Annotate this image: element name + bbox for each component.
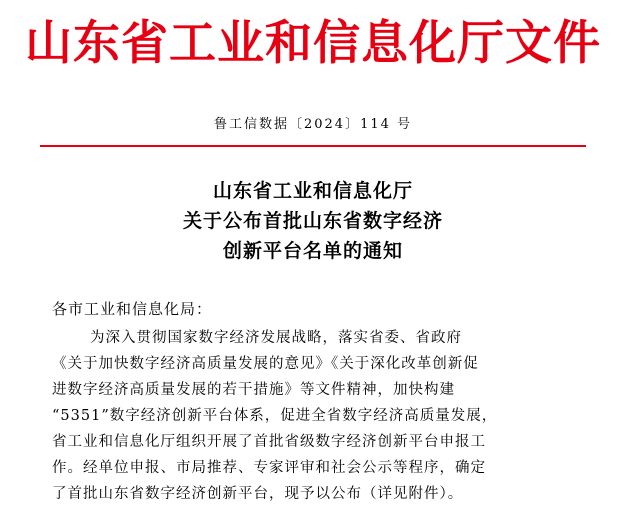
salutation: 各市工业和信息化局： — [52, 300, 213, 318]
notice-title-line-3: 创新平台名单的通知 — [222, 240, 403, 262]
body-line: 为深入贯彻国家数字经济发展战略，落实省委、省政府 — [90, 330, 462, 346]
body-line: 作。经单位申报、市局推荐、专家评审和社会公示等程序，确定 — [52, 460, 486, 476]
body-line: 了首批山东省数字经济创新平台，现予以公布（详见附件）。 — [52, 486, 464, 502]
body-line: 进数字经济高质量发展的若干措施》等文件精神，加快构建 — [52, 382, 455, 398]
body-line: 省工业和信息化厅组织开展了首批省级数字经济创新平台申报工 — [52, 434, 486, 450]
document-number: 鲁工信数据〔2024〕114 号 — [213, 117, 413, 132]
red-divider-line — [40, 145, 586, 147]
body-paragraph — [52, 325, 582, 507]
body-line: 《关于加快数字经济高质量发展的意见》《关于深化改革创新促 — [52, 356, 479, 372]
notice-title-line-2: 关于公布首批山东省数字经济 — [182, 210, 443, 232]
notice-title — [0, 176, 626, 266]
notice-title-line-1: 山东省工业和信息化厅 — [212, 180, 413, 202]
body-line: “5351”数字经济创新平台体系，促进全省数字经济高质量发展， — [52, 408, 498, 424]
masthead-title: 山东省工业和信息化厅文件 — [25, 16, 601, 71]
